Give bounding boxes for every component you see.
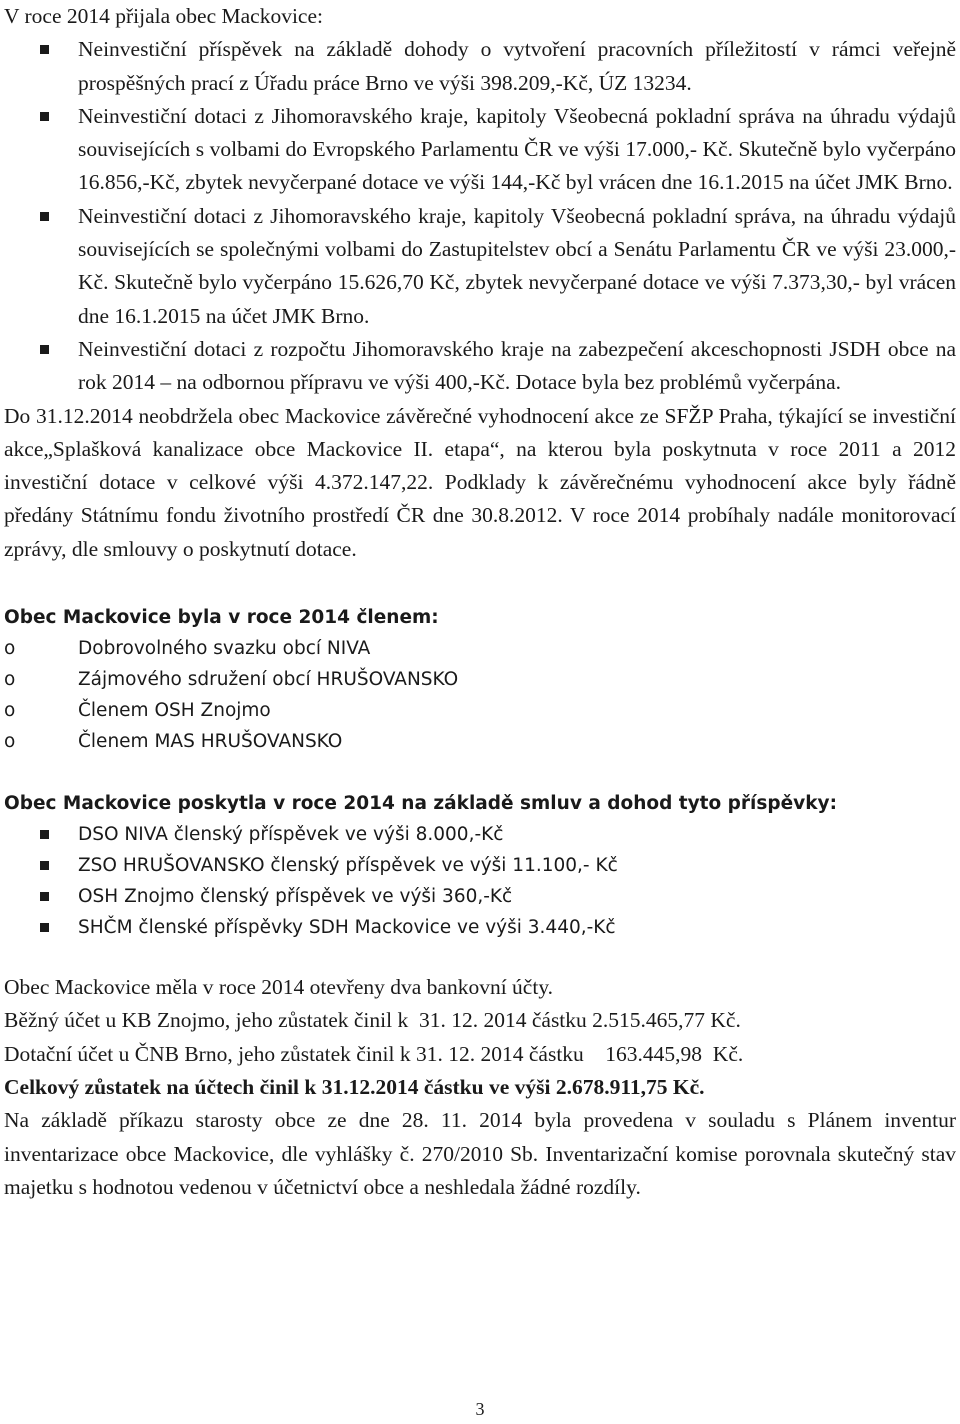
- grant-item: Neinvestiční dotaci z Jihomoravského kraje, kapitoly Všeobecná pokladní správa na úhradu výdajů souvisejících s volbami do Evropského Parlamentu ČR ve výši 17.000,- Kč. Skutečně bylo vyčerpáno 16.856,-Kč, zbytek nevyčerpané dotace ve výši 144,-Kč byl vrácen dne 16.1.2015 na účet JMK Brno.: [4, 100, 956, 200]
- membership-item: o Dobrovolného svazku obcí NIVA: [4, 633, 956, 664]
- square-bullet-icon: [40, 345, 49, 354]
- contributions-list: [4, 819, 956, 943]
- grant-item: Neinvestiční dotaci z Jihomoravského kraje, kapitoly Všeobecná pokladní správa, na úhradu výdajů souvisejících se společnými volbami do Zastupitelstev obcí a Senátu Parlamentu ČR ve výši 23.000,-Kč. Skutečně bylo vyčerpáno 15.626,70 Kč, zbytek nevyčerpané dotace ve výši 7.373,30,- byl vrácen dne 16.1.2015 na účet JMK Brno.: [4, 200, 956, 333]
- circle-bullet-icon: o: [4, 669, 16, 691]
- inventory-paragraph: Na základě příkazu starosty obce ze dne 28. 11. 2014 byla provedena v souladu s Plánem inventur inventarizace obce Mackovice, dle vyhlášky č. 270/2010 Sb. Inventarizační komise porovnala skutečný stav majetku s hodnotou vedenou v účetnictví obce a neshledala žádné rozdíly.: [4, 1108, 956, 1199]
- circle-bullet-icon: o: [4, 638, 16, 660]
- membership-list: [4, 633, 956, 757]
- contribution-item: SHČM členské příspěvky SDH Mackovice ve výši 3.440,-Kč: [4, 912, 956, 943]
- grant-item: Neinvestiční příspěvek na základě dohody o vytvoření pracovních příležitostí v rámci veřejně prospěšných prací z Úřadu práce Brno ve výši 398.209,-Kč, ÚZ 13234.: [4, 33, 956, 100]
- contributions-heading: Obec Mackovice poskytla v roce 2014 na základě smluv a dohod tyto příspěvky:: [4, 793, 837, 815]
- square-bullet-icon: [40, 830, 49, 839]
- grant-list: [4, 33, 956, 399]
- membership-heading: Obec Mackovice byla v roce 2014 členem:: [4, 607, 439, 629]
- square-bullet-icon: [40, 45, 49, 54]
- square-bullet-icon: [40, 112, 49, 121]
- square-bullet-icon: [40, 861, 49, 870]
- contribution-item: DSO NIVA členský příspěvek ve výši 8.000,-Kč: [4, 819, 956, 850]
- square-bullet-icon: [40, 923, 49, 932]
- bank-intro: Obec Mackovice měla v roce 2014 otevřeny dva bankovní účty.: [4, 975, 554, 1000]
- circle-bullet-icon: o: [4, 731, 16, 753]
- membership-item: o Členem OSH Znojmo: [4, 695, 956, 726]
- page-number: 3: [475, 1399, 485, 1419]
- membership-item: o Zájmového sdružení obcí HRUŠOVANSKO: [4, 664, 956, 695]
- total-balance: Celkový zůstatek na účtech činil k 31.12.2014 částku ve výši 2.678.911,75 Kč.: [4, 1074, 705, 1099]
- square-bullet-icon: [40, 892, 49, 901]
- account-kb: Běžný účet u KB Znojmo, jeho zůstatek činil k 31. 12. 2014 částku 2.515.465,77 Kč.: [4, 1008, 741, 1033]
- grant-item: Neinvestiční dotaci z rozpočtu Jihomoravského kraje na zabezpečení akceschopnosti JSDH obce na rok 2014 – na odbornou přípravu ve výši 400,-Kč. Dotace byla bez problémů vyčerpána.: [4, 333, 956, 400]
- sfzp-paragraph: Do 31.12.2014 neobdržela obec Mackovice závěrečné vyhodnocení akce ze SFŽP Praha, týkající se investiční akce„Splašková kanalizace obce Mackovice II. etapa“, na kterou byla poskytnuta v roce 2011 a 2012 investiční dotace v celkové výši 4.372.147,22. Podklady k závěrečnému vyhodnocení akce byly řádně předány Státnímu fondu životního prostředí ČR dne 30.8.2012. V roce 2014 probíhaly nadále monitorovací zprávy, dle smlouvy o poskytnutí dotace.: [4, 403, 956, 561]
- contribution-item: OSH Znojmo členský příspěvek ve výši 360,-Kč: [4, 881, 956, 912]
- document-page: [4, 0, 956, 1204]
- intro-text: V roce 2014 přijala obec Mackovice:: [4, 4, 323, 28]
- contribution-item: ZSO HRUŠOVANSKO členský příspěvek ve výši 11.100,- Kč: [4, 850, 956, 881]
- square-bullet-icon: [40, 212, 49, 221]
- circle-bullet-icon: o: [4, 700, 16, 722]
- account-cnb: Dotační účet u ČNB Brno, jeho zůstatek činil k 31. 12. 2014 částku 163.445,98 Kč.: [4, 1041, 744, 1066]
- membership-item: o Členem MAS HRUŠOVANSKO: [4, 726, 956, 757]
